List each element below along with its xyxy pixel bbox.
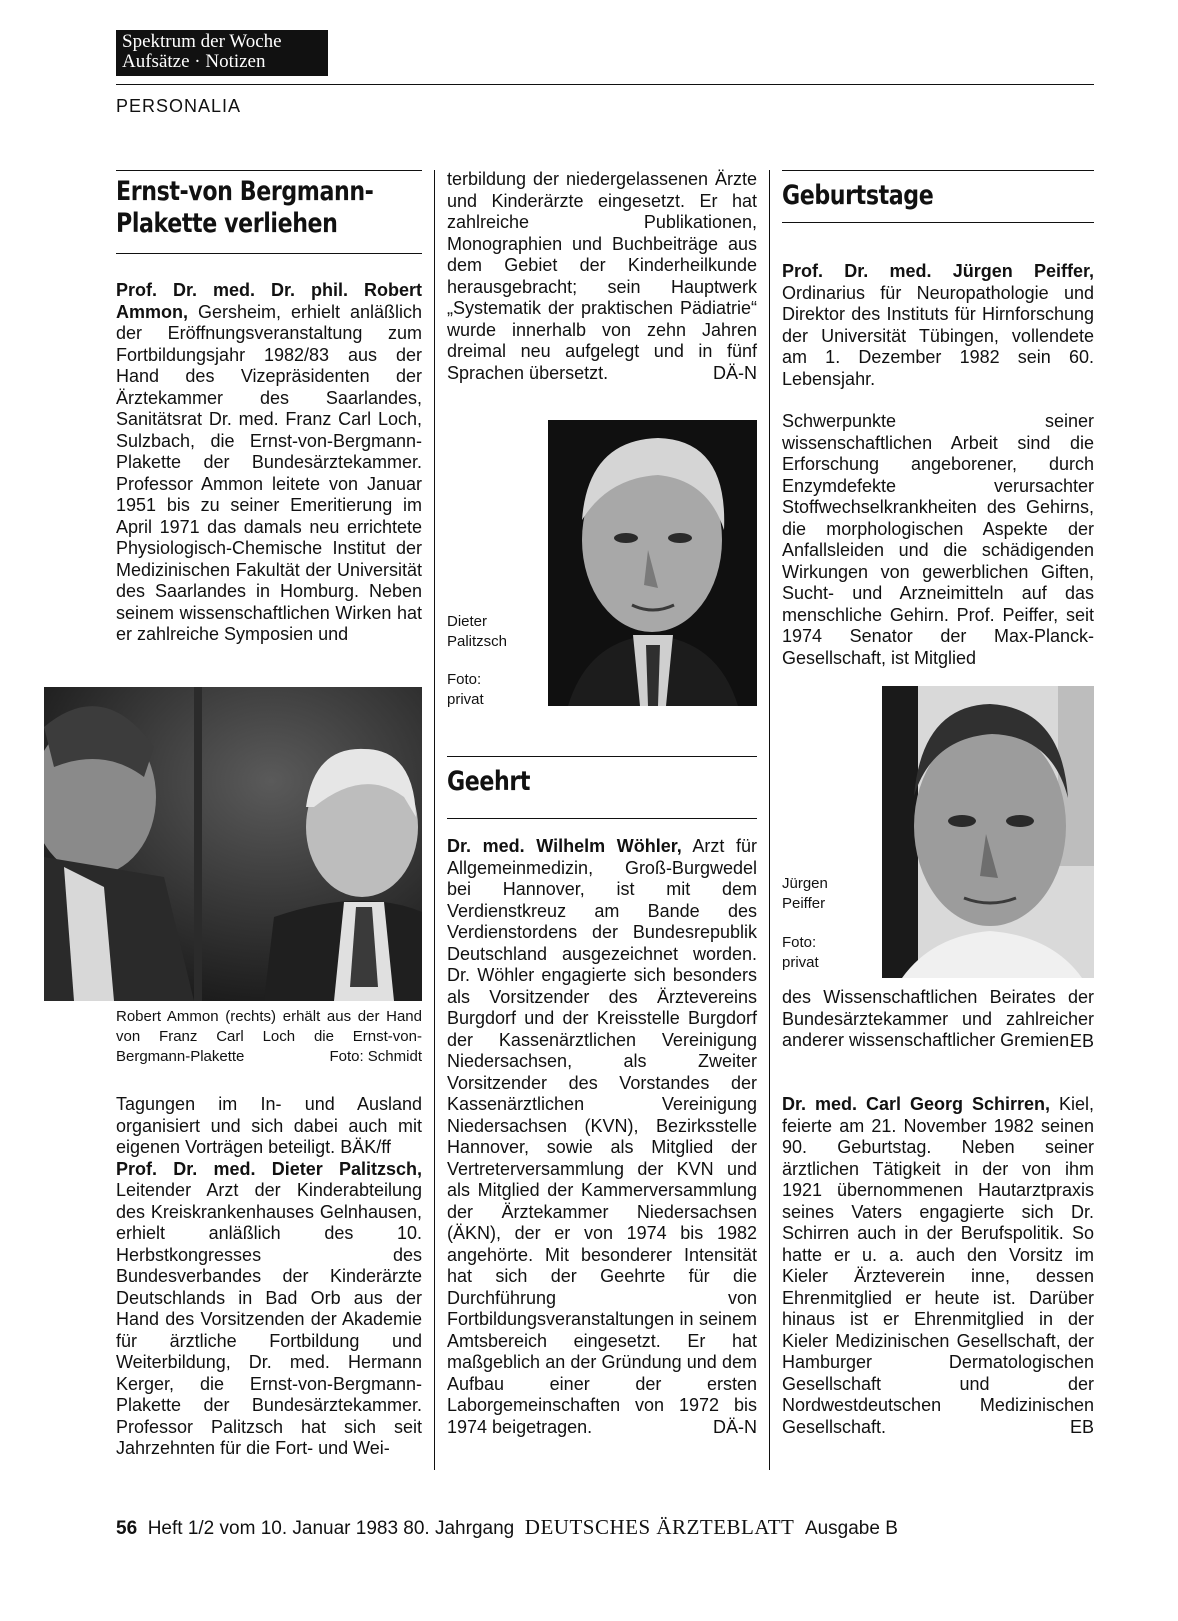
- col2-heading: Geehrt: [447, 766, 531, 797]
- col1-heading-rule: [116, 253, 422, 254]
- article-text: Gersheim, erhielt anläßlich der Eröffnungsveranstaltung zum Fortbildungsjahr 1982/83 aus der Hand des Vizepräsidenten der Ärztekammer des Saarlandes, Sanitätsrat Dr. med. Franz Carl Loch, Sulzbach, die Ernst-von-Bergmann-Plakette der Bundesärztekammer. Professor Ammon leitete von Januar 1951 bis zu seiner Emeritierung im April 1971 das damals neu errichtete Physiologisch-Chemische Institut der Medizinischen Fakultät der Universität des Saarlandes in Homburg. Neben seinem wissenschaftlichen Wirken hat er zahlreiche Symposien und: [116, 301, 422, 644]
- photo-credit-line-2: privat: [782, 954, 819, 971]
- person-name: Prof. Dr. med. Jürgen Peiffer,: [782, 261, 1094, 281]
- article-paragraph: [447, 169, 757, 385]
- person-name: Dr. med. Wilhelm Wöhler,: [447, 836, 682, 856]
- article-signature: EB: [1069, 1417, 1094, 1437]
- article-signature: BÄK/ff: [340, 1137, 391, 1157]
- article-paragraph: [447, 836, 757, 1439]
- article-signature: EB: [1069, 1030, 1094, 1051]
- award-photo: [44, 687, 422, 1001]
- article-paragraph: [782, 261, 1094, 390]
- photo-name-line-1: Dieter: [447, 613, 488, 630]
- article-paragraph: [782, 411, 1094, 669]
- page-footer: [116, 1515, 898, 1540]
- col2-heading-rule: [447, 818, 757, 819]
- article-text: des Wissenschaftlichen Beirates der Bundesärztekammer und zahlreicher anderer wissenschaftlicher Gremien.: [782, 987, 1094, 1050]
- rubric-label: [116, 30, 328, 76]
- col2-article-continued: [447, 169, 757, 385]
- col2-article-woehler: [447, 836, 757, 1439]
- palitzsch-portrait-photo: [548, 420, 757, 706]
- article-text: Tagungen im In- und Ausland organisiert und sich dabei auch mit eigenen Vorträgen beteiligt.: [116, 1094, 422, 1157]
- peiffer-photo-name: [782, 874, 828, 914]
- col3-heading-rule: [782, 222, 1094, 223]
- palitzsch-portrait-image: [548, 420, 757, 706]
- peiffer-portrait-photo: [882, 686, 1094, 978]
- photo-credit-line-2: privat: [447, 691, 484, 708]
- rubric-line-2: Aufsätze · Notizen: [122, 51, 266, 72]
- photo-credit-line-1: Foto:: [782, 934, 817, 951]
- article-paragraph: [116, 1094, 422, 1159]
- col1-article-ammon: [116, 280, 422, 646]
- column-divider-2: [769, 170, 770, 1470]
- peiffer-portrait-image: [882, 686, 1094, 978]
- col1-top-rule: [116, 170, 422, 171]
- article-paragraph: [782, 987, 1094, 1052]
- photo-credit-line-1: Foto:: [447, 671, 482, 688]
- palitzsch-photo-credit: [447, 670, 484, 710]
- award-photo-caption: [116, 1007, 422, 1067]
- article-text: Kiel, feierte am 21. November 1982 seinen 90. Geburtstag. Neben seiner ärztlichen Tätigkeit in der von ihm 1921 übernommenen Hautarztpraxis seines Vaters engagierte sich Dr. Schirren auch in der Berufspolitik. So hatte er u. a. auch den Vorsitz im Kieler Ärzteverein inne, dessen Ehrenmitglied er heute ist. Darüber hinaus ist er Ehrenmitglied in der Kieler Medizinischen Gesellschaft, der Hamburger Dermatologischen Gesellschaft und der Nordwestdeutschen Medizinischen Gesellschaft.: [782, 1094, 1094, 1437]
- person-name: Dr. med. Carl Georg Schirren,: [782, 1094, 1050, 1114]
- section-label: PERSONALIA: [116, 96, 242, 116]
- edition-label: Ausgabe B: [804, 1518, 898, 1539]
- article-text: Ordinarius für Neuropathologie und Direktor des Instituts für Hirnforschung der Universität Tübingen, vollendete am 1. Dezember 1982 sein 60. Lebensjahr.: [782, 282, 1094, 389]
- col1-heading-line-1: Ernst-von Bergmann-: [116, 176, 374, 207]
- col3-article-schirren: [782, 1094, 1094, 1439]
- col1-heading-line-2: Plakette verliehen: [116, 208, 338, 239]
- col3-article-peiffer-continued: [782, 987, 1094, 1052]
- issue-info: Heft 1/2 vom 10. Januar 1983 80. Jahrgang: [147, 1518, 515, 1539]
- article-text: Leitender Arzt der Kinderabteilung des Kreiskrankenhauses Gelnhausen, erhielt anläßlich des 10. Herbstkongresses des Bundesverbandes der Kinderärzte Deutschlands in Bad Orb aus der Hand des Vorsitzenden der Akademie für ärztliche Fortbildung und Weiterbildung, Dr. med. Hermann Kerger, die Ernst-von-Bergmann-Plakette der Bundesärztekammer. Professor Palitzsch hat sich seit Jahrzehnten für die Fort- und Wei-: [116, 1180, 422, 1458]
- article-paragraph: [116, 280, 422, 646]
- person-name: Prof. Dr. med. Dieter Palitzsch,: [116, 1158, 422, 1179]
- photo-name-line-2: Palitzsch: [447, 633, 508, 650]
- col1-article-continued: [116, 1094, 422, 1460]
- article-text: Schwerpunkte seiner wissenschaftlichen Arbeit sind die Erforschung angeborener, durch Enzymdefekte verursachter Stoffwechselkrankheiten des Gehirns, die morphologischen Aspekte der Anfallsleiden und die schädigenden Wirkungen von gewerblichen Giften, Sucht- und Arzneimitteln auf das menschliche Gehirn. Prof. Peiffer, seit 1974 Senator der Max-Planck-Gesellschaft, ist Mitglied: [782, 411, 1094, 668]
- col3-top-rule: [782, 170, 1094, 171]
- person-name: Prof. Dr. med. Dr. phil. Robert Ammon,: [116, 280, 422, 322]
- article-text: terbildung der niedergelassenen Ärzte und Kinderärzte eingesetzt. Er hat zahlreiche Publikationen, Monographien und Buchbeiträge aus dem Gebiet der Kinderheilkunde herausgebracht; sein Hauptwerk „Systematik der praktischen Pädiatrie“ wurde innerhalb von zehn Jahren dreimal neu aufgelegt und in fünf Sprachen übersetzt.: [447, 169, 757, 383]
- award-photo-image: [44, 687, 422, 1001]
- journal-name: DEUTSCHES ÄRZTEBLATT: [524, 1515, 795, 1539]
- article-text: Arzt für Allgemeinmedizin, Groß-Burgwedel bei Hannover, ist mit dem Verdienstkreuz am Bande des Verdienstordens der Bundesrepublik Deutschland ausgezeichnet worden. Dr. Wöhler engagierte sich besonders als Vorsitzender des Ärztevereins Burgdorf und der Kreisstelle Burgdorf der Kassenärztlichen Vereinigung Niedersachsen, als Zweiter Vorsitzender des Vorstandes der Kassenärztlichen Vereinigung Niedersachsen (KVN), Bezirksstelle Hannover, sowie als Mitglied der Vertreterversammlung der KVN und als Mitglied der Kammerversammlung der Ärztekammer Niedersachsen (ÄKN), der er von 1974 bis 1982 angehörte. Mit besonderer Intensität hat sich der Geehrte für die Durchführung von Fortbildungsveranstaltungen in seinem Amtsbereich eingesetzt. Er hat maßgeblich an der Gründung und dem Aufbau einer der ersten Laborgemeinschaften von 1972 bis 1974 beigetragen.: [447, 836, 758, 1437]
- col3-heading: Geburtstage: [782, 180, 934, 211]
- palitzsch-photo-name: [447, 612, 507, 652]
- col3-article-peiffer: [782, 261, 1094, 669]
- peiffer-photo-credit: [782, 933, 819, 973]
- rubric-line-1: Spektrum der Woche: [122, 31, 282, 52]
- header-rule: [116, 84, 1094, 85]
- article-signature: DÄ-N: [713, 1417, 757, 1437]
- article-paragraph: [116, 1159, 422, 1460]
- col2-geehrt-rule: [447, 756, 757, 757]
- article-paragraph: [782, 1094, 1094, 1439]
- page-number: 56: [116, 1518, 138, 1539]
- photo-name-line-1: Jürgen: [782, 875, 828, 892]
- column-divider-1: [434, 170, 435, 1470]
- photo-credit: Foto: Schmidt: [329, 1048, 422, 1065]
- article-signature: DÄ-N: [713, 363, 757, 383]
- photo-name-line-2: Peiffer: [782, 895, 826, 912]
- col1-heading: [116, 176, 373, 240]
- caption-text: Robert Ammon (rechts) erhält aus der Hand von Franz Carl Loch die Ernst-von-Bergmann-Plakette: [116, 1008, 422, 1065]
